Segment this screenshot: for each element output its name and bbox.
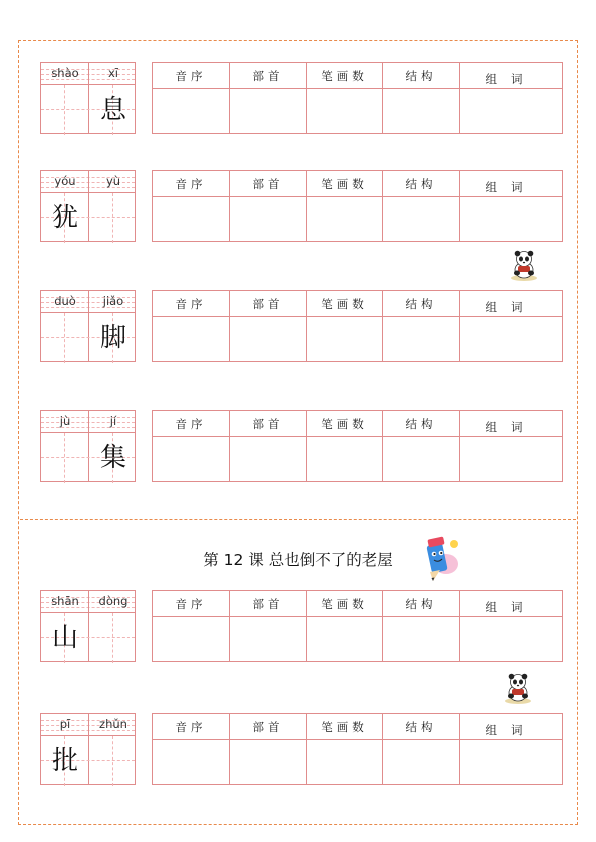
answer-cell[interactable] bbox=[153, 317, 230, 361]
answer-cell[interactable] bbox=[460, 317, 562, 361]
header-zuci: 组词 bbox=[460, 591, 562, 617]
answer-cell[interactable] bbox=[460, 437, 562, 481]
char-box-pi-zhun bbox=[40, 713, 136, 785]
answer-cell[interactable] bbox=[460, 197, 562, 241]
pinyin: jiǎo bbox=[102, 294, 124, 308]
info-table bbox=[152, 170, 563, 242]
header-bushou: 部首 bbox=[230, 171, 307, 197]
lesson-title: 第 12 课 总也倒不了的老屋 bbox=[203, 551, 393, 569]
header-bushou: 部首 bbox=[230, 63, 307, 89]
answer-cell[interactable] bbox=[230, 89, 307, 133]
header-zuci: 组词 bbox=[460, 171, 562, 197]
pinyin: zhǔn bbox=[99, 717, 127, 731]
answer-cell[interactable] bbox=[307, 740, 383, 784]
answer-cell[interactable] bbox=[383, 317, 460, 361]
info-table bbox=[152, 713, 563, 785]
pinyin: duò bbox=[54, 294, 76, 308]
header-jiegou: 结构 bbox=[383, 714, 460, 740]
pinyin: xī bbox=[107, 66, 118, 80]
info-table bbox=[152, 290, 563, 362]
header-bushou: 部首 bbox=[230, 714, 307, 740]
answer-cell[interactable] bbox=[460, 740, 562, 784]
header-bushou: 部首 bbox=[230, 411, 307, 437]
hanzi bbox=[89, 739, 137, 783]
header-jiegou: 结构 bbox=[383, 411, 460, 437]
answer-cell[interactable] bbox=[383, 437, 460, 481]
pinyin: dòng bbox=[98, 594, 128, 608]
pinyin: yù bbox=[105, 174, 121, 188]
answer-cell[interactable] bbox=[153, 617, 230, 661]
pinyin: pī bbox=[59, 717, 71, 731]
hanzi: 集 bbox=[99, 443, 126, 473]
hanzi: 犹 bbox=[51, 203, 78, 233]
answer-cell[interactable] bbox=[307, 617, 383, 661]
pinyin: jù bbox=[59, 414, 71, 428]
header-bihuashu: 笔画数 bbox=[307, 63, 383, 89]
pinyin: shān bbox=[51, 594, 79, 608]
hanzi: 息 bbox=[99, 95, 126, 125]
header-bihuashu: 笔画数 bbox=[307, 411, 383, 437]
answer-cell[interactable] bbox=[383, 617, 460, 661]
char-box-ju-ji bbox=[40, 410, 136, 482]
panda-icon bbox=[502, 671, 534, 705]
answer-cell[interactable] bbox=[230, 317, 307, 361]
header-bushou: 部首 bbox=[230, 291, 307, 317]
header-yinxu: 音序 bbox=[153, 63, 230, 89]
header-bihuashu: 笔画数 bbox=[307, 714, 383, 740]
header-zuci: 组词 bbox=[460, 291, 562, 317]
header-yinxu: 音序 bbox=[153, 171, 230, 197]
answer-cell[interactable] bbox=[307, 437, 383, 481]
char-box-shan-dong bbox=[40, 590, 136, 662]
hanzi: 脚 bbox=[99, 323, 126, 353]
header-zuci: 组词 bbox=[460, 714, 562, 740]
answer-cell[interactable] bbox=[460, 617, 562, 661]
answer-cell[interactable] bbox=[307, 197, 383, 241]
char-box-duo-jiao bbox=[40, 290, 136, 362]
pencil-mascot-icon bbox=[416, 534, 462, 584]
answer-cell[interactable] bbox=[307, 317, 383, 361]
pinyin: shào bbox=[51, 66, 79, 80]
answer-cell[interactable] bbox=[460, 89, 562, 133]
answer-cell[interactable] bbox=[153, 89, 230, 133]
hanzi: 批 bbox=[51, 746, 78, 776]
pinyin: jí bbox=[109, 414, 117, 428]
answer-cell[interactable] bbox=[383, 740, 460, 784]
header-yinxu: 音序 bbox=[153, 291, 230, 317]
answer-cell[interactable] bbox=[230, 197, 307, 241]
header-bihuashu: 笔画数 bbox=[307, 291, 383, 317]
header-bihuashu: 笔画数 bbox=[307, 591, 383, 617]
info-table bbox=[152, 590, 563, 662]
header-yinxu: 音序 bbox=[153, 714, 230, 740]
info-table bbox=[152, 410, 563, 482]
header-yinxu: 音序 bbox=[153, 411, 230, 437]
hanzi bbox=[41, 88, 89, 132]
header-yinxu: 音序 bbox=[153, 591, 230, 617]
answer-cell[interactable] bbox=[153, 740, 230, 784]
hanzi: 山 bbox=[51, 623, 78, 653]
hanzi bbox=[41, 436, 89, 480]
header-zuci: 组词 bbox=[460, 63, 562, 89]
answer-cell[interactable] bbox=[153, 437, 230, 481]
answer-cell[interactable] bbox=[383, 89, 460, 133]
hanzi bbox=[41, 316, 89, 360]
header-jiegou: 结构 bbox=[383, 63, 460, 89]
answer-cell[interactable] bbox=[383, 197, 460, 241]
header-jiegou: 结构 bbox=[383, 291, 460, 317]
info-table bbox=[152, 62, 563, 134]
header-jiegou: 结构 bbox=[383, 591, 460, 617]
answer-cell[interactable] bbox=[230, 740, 307, 784]
answer-cell[interactable] bbox=[230, 617, 307, 661]
hanzi bbox=[89, 616, 137, 660]
answer-cell[interactable] bbox=[153, 197, 230, 241]
answer-cell[interactable] bbox=[230, 437, 307, 481]
pinyin: yóu bbox=[54, 174, 76, 188]
header-bihuashu: 笔画数 bbox=[307, 171, 383, 197]
section-divider bbox=[20, 519, 576, 520]
char-box-you-yu bbox=[40, 170, 136, 242]
answer-cell[interactable] bbox=[307, 89, 383, 133]
header-zuci: 组词 bbox=[460, 411, 562, 437]
header-bushou: 部首 bbox=[230, 591, 307, 617]
panda-icon bbox=[508, 248, 540, 282]
header-jiegou: 结构 bbox=[383, 171, 460, 197]
hanzi bbox=[89, 196, 137, 240]
char-box-shao-xi bbox=[40, 62, 136, 134]
